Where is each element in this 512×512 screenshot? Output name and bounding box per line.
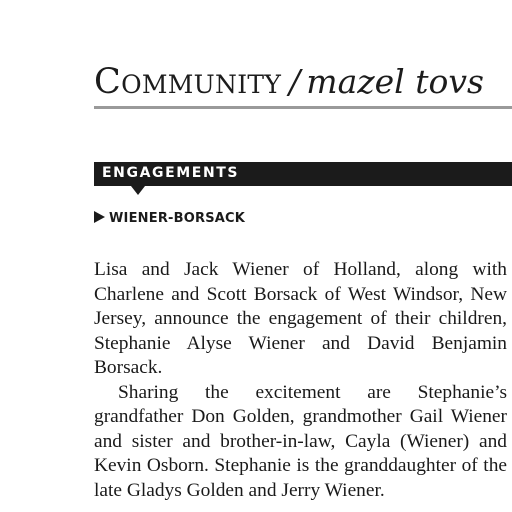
announcement-names: WIENER-BORSACK bbox=[109, 211, 246, 226]
triangle-arrow-icon bbox=[94, 211, 105, 223]
title-separator: / bbox=[289, 62, 301, 101]
category-label: ENGAGEMENTS bbox=[102, 165, 240, 181]
section-title: Community bbox=[94, 62, 282, 102]
category-bar bbox=[94, 162, 512, 186]
announcement-heading bbox=[94, 207, 245, 226]
paragraph: Lisa and Jack Wiener of Holland, along with Charlene and Scott Borsack of West Windsor, New Jersey, announce the engagement of their children, Stephanie Alyse Wiener and David Benjamin Borsack. bbox=[94, 259, 507, 378]
masthead bbox=[94, 62, 512, 102]
category-pointer bbox=[131, 186, 145, 195]
paragraph: Sharing the excitement are Stephanie’s grandfather Don Golden, grandmother Gail Wiener and sister and brother-in-law, Cayla (Wiener) and Kevin Osborn. Stephanie is the granddaughter of the late Gladys Golden and Jerry Wiener. bbox=[94, 381, 507, 501]
subsection-title: mazel tovs bbox=[306, 62, 484, 101]
masthead-rule bbox=[94, 106, 512, 109]
announcement-body bbox=[94, 258, 507, 503]
